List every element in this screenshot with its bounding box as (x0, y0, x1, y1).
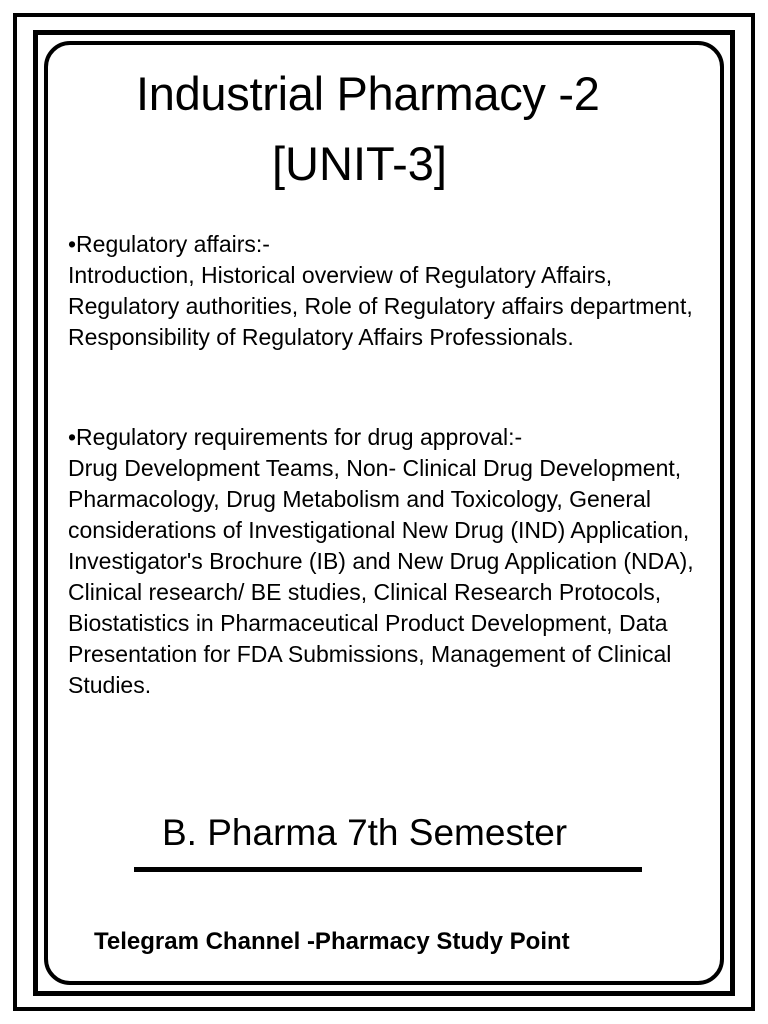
section-regulatory-affairs (68, 229, 716, 353)
unit-label: [UNIT-3] (272, 137, 447, 190)
section-drug-approval (68, 422, 716, 701)
section-heading: •Regulatory affairs:- (68, 231, 270, 257)
document-title: Industrial Pharmacy -2 (136, 67, 600, 120)
section-body: Drug Development Teams, Non- Clinical Drug Development, Pharmacology, Drug Metabolism and Toxicology, General considerations of Investigational New Drug (IND) Application, Investigator's Brochure (IB) and New Drug Application (NDA), Clinical research/ BE studies, Clinical Research Protocols, Biostatistics in Pharmaceutical Product Development, Data Presentation for FDA Submissions, Management of Clinical Studies. (68, 455, 694, 698)
footer-credit: Telegram Channel -Pharmacy Study Point (94, 928, 570, 955)
semester-label: B. Pharma 7th Semester (162, 812, 568, 853)
section-heading: •Regulatory requirements for drug approval:- (68, 424, 523, 450)
divider-line (134, 867, 642, 872)
section-body: Introduction, Historical overview of Regulatory Affairs, Regulatory authorities, Role of Regulatory affairs department, Responsibility of Regulatory Affairs Professionals. (68, 262, 693, 350)
